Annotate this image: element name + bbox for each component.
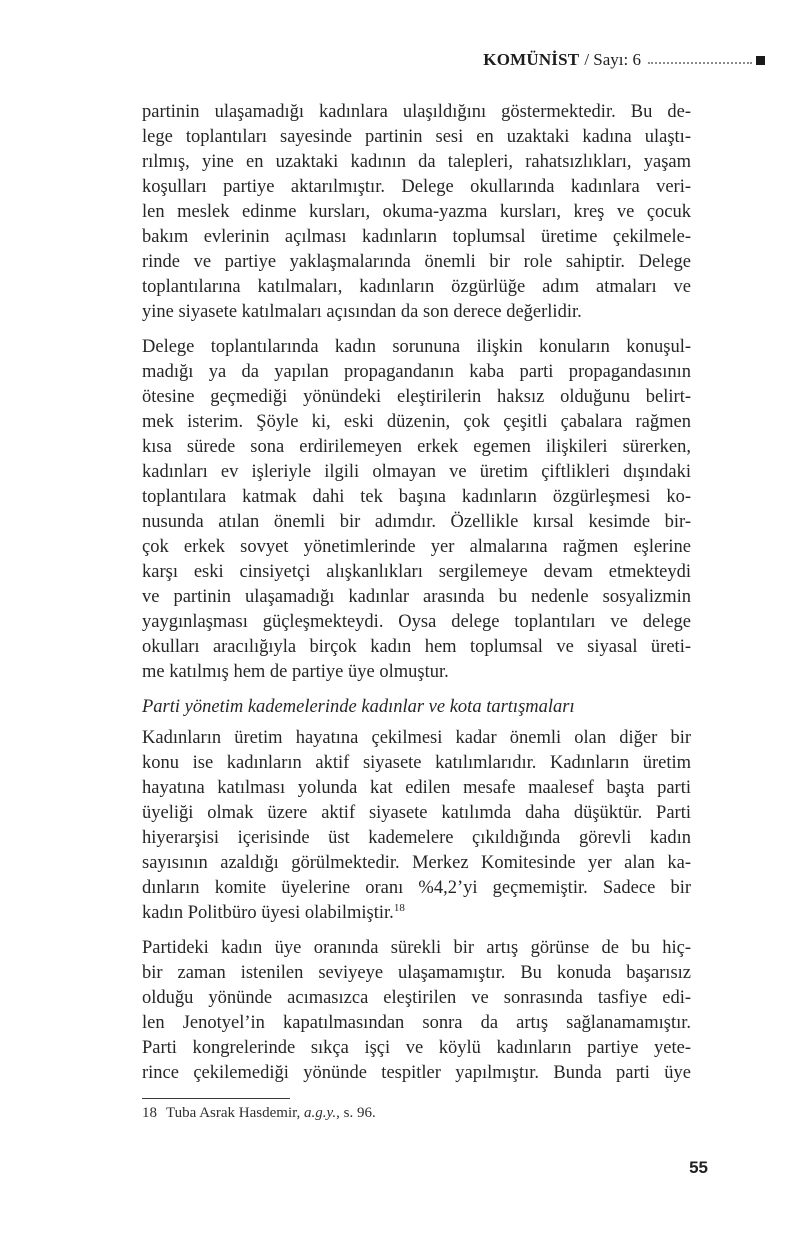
text-line: Parti kongrelerinde sıkça işçi ve köylü kadınların partiye yete- [142,1038,691,1058]
text-line: olduğu yönünde acımasızca eleştirilen ve sonrasında tasfiye edi- [142,988,691,1008]
text-line: karşı eski cinsiyetçi alışkanlıkları sergilemeye devam etmekteydi [142,562,691,582]
text-line: nusunda atılan önemli bir adımdır. Özellikle kırsal kesimde bir- [142,512,691,532]
dotted-leader [648,61,752,64]
page-number: 55 [689,1158,708,1177]
text-line: ve partinin ulaşamadığı kadınlar arasında bu nedenle sosyalizmin [142,587,691,607]
text-line: bakım evlerinin açılması kadınların toplumsal üretime çekilmele- [142,227,691,247]
text-line: rince çekilemediği yönünde tespitler yapılmıştır. Bunda parti üye [142,1063,691,1083]
text-line: toplantılarına katılmaları, kadınların özgürlüğe adım atmaları ve [142,277,691,297]
footnote-reference: 18 [393,901,405,914]
footnote-author: Tuba Asrak Hasdemir, [166,1105,305,1121]
text-line: yine siyasete katılmaları açısından da son derece değerlidir. [142,302,582,322]
text-line: üyeliği olmak üzere aktif siyasete katılımda daha düşüktür. Parti [142,803,691,823]
text-line: konu ise kadınların aktif siyasete katılımlarıdır. Kadınların üretim [142,753,691,773]
text-line: kadınları ev işleriyle ilgili olmayan ve üretim çiftlikleri dışındaki [142,462,691,482]
text-column [142,100,691,1096]
paragraph-3-final-line [142,901,691,926]
text-line: koşulları partiye aktarılmıştır. Delege okullarında kadınlara veri- [142,177,691,197]
text-line: hayatına katılması yolunda kat edilen mesafe maalesef başta parti [142,778,691,798]
text-line: Partideki kadın üye oranında sürekli bir artış görünse de bu hiç- [142,938,691,958]
text-line: madığı ya da yapılan propagandanın kaba parti propagandasının [142,362,691,382]
text-line: dınların komite üyelerine oranı %4,2’yi geçmemiştir. Sadece bir [142,878,691,898]
paragraph-1 [142,100,691,325]
text-line: rılmış, yine en uzaktaki kadının da talepleri, rahatsızlıkları, yaşam [142,152,691,172]
text-line: sayısının azaldığı görülmektedir. Merkez Komitesinde yer alan ka- [142,853,691,873]
text-line: me katılmış hem de partiye üye olmuştur. [142,662,449,682]
paragraph-2 [142,335,691,685]
footnote-area [142,1098,691,1123]
footnote-work-title: a.g.y. [304,1105,337,1121]
issue-label: / Sayı: 6 [584,50,641,69]
text-line: len Jenotyel’in kapatılmasından sonra da artış sağlanamamıştır. [142,1013,691,1033]
journal-title: KOMÜNİST [483,50,580,69]
paragraph-3 [142,726,691,926]
section-heading: Parti yönetim kademelerinde kadınlar ve kota tartışmaları [142,697,575,717]
text-line: mek isterim. Şöyle ki, eski düzenin, çok çeşitli çabalara rağmen [142,412,691,432]
text-line: okulları aracılığıyla birçok kadın hem toplumsal ve siyasal üreti- [142,637,691,657]
header-square-marker [756,56,765,65]
text-line: Kadınların üretim hayatına çekilmesi kadar önemli olan diğer bir [142,728,691,748]
text-line: ötesine geçmediği yönündeki eleştirilerin haksız olduğunu belirt- [142,387,691,407]
text-line: partinin ulaşamadığı kadınlara ulaşıldığını göstermektedir. Bu de- [142,102,691,122]
page-header [0,50,765,70]
footnote [142,1104,691,1123]
text-line: çok erkek sovyet yönetimlerinde yer almalarına rağmen eşlerine [142,537,691,557]
footnote-page-ref: , s. 96. [336,1105,376,1121]
text-line: rinde ve partiye yaklaşmalarında önemli bir role sahiptir. Delege [142,252,691,272]
paragraph-3-lines [142,726,691,901]
text-line: lege toplantıları sayesinde partinin sesi en uzaktaki kadına ulaştı- [142,127,691,147]
text-line: hiyerarşisi içerisinde üst kademelere çıkıldığında görevli kadın [142,828,691,848]
text-line: Delege toplantılarında kadın sorununa ilişkin konuların konuşul- [142,337,691,357]
footnote-number: 18 [142,1105,157,1121]
footnote-divider [142,1098,290,1099]
text-line: toplantılara katmak dahi tek başına kadınların özgürleşmesi ko- [142,487,691,507]
text-line: len meslek edinme kursları, okuma-yazma kursları, kreş ve çocuk [142,202,691,222]
paragraph-4 [142,936,691,1086]
text-line: bir zaman istenilen seviyeye ulaşamamıştır. Bu konuda başarısız [142,963,691,983]
paragraph-3-final-text: kadın Politbüro üyesi olabilmiştir. [142,903,394,923]
text-line: kısa sürede sona erdirilemeyen erkek egemen ilişkileri sürerken, [142,437,691,457]
text-line: yaygınlaşması güçleşmekteydi. Oysa delege toplantıları ve delege [142,612,691,632]
